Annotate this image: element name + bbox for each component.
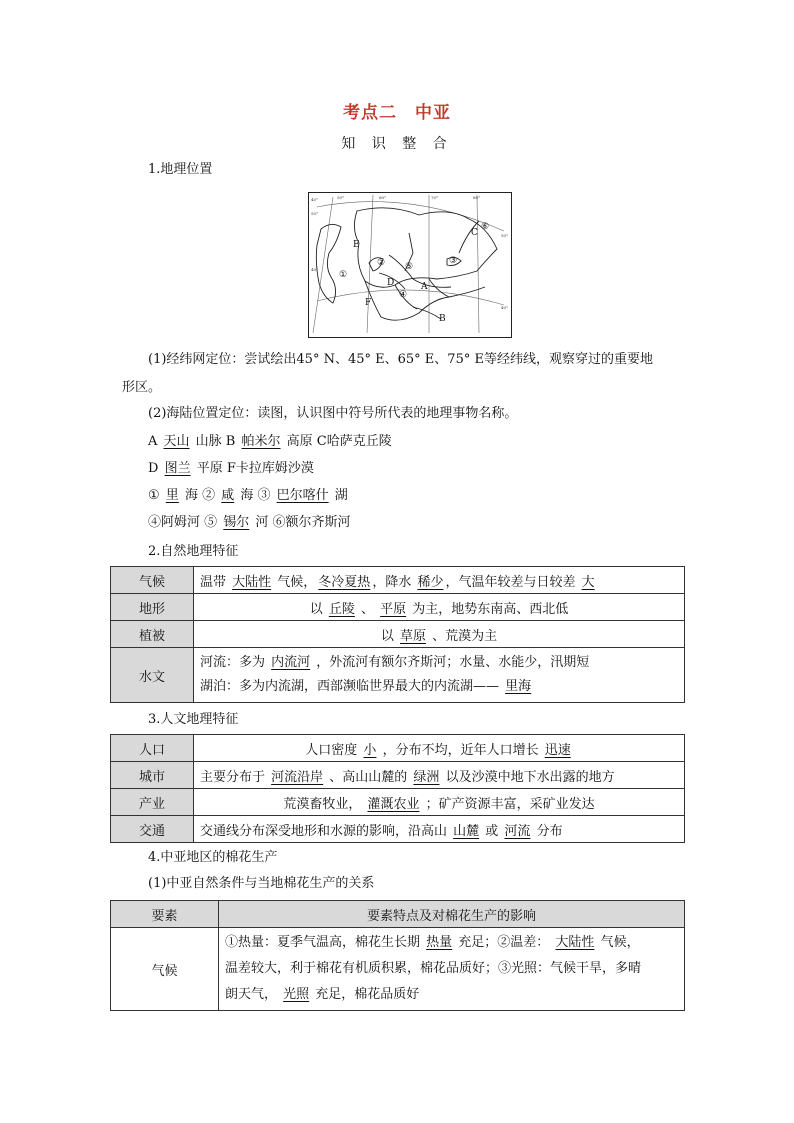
table-row [111, 762, 685, 789]
answer-b: 帕米尔 [241, 434, 281, 449]
text: ，外流河有额尔齐斯河；水量、水能少，汛期短 [312, 655, 590, 670]
map-label-3: ③ [449, 256, 458, 266]
tick-lat50-right: 50° [501, 233, 509, 238]
city-cell [194, 762, 685, 789]
text: ；矿产资源丰富，采矿业发达 [421, 796, 595, 812]
text: ，气温年较差与日较差 [445, 574, 580, 590]
map-label-6: ⑥ [481, 222, 490, 232]
cotton-line-2: 温差较大，利于棉花有机质积累，棉花品质好；③光照：气候干旱，多晴 [225, 961, 642, 976]
text: 以 [309, 601, 327, 617]
map-label-F: F [365, 298, 372, 308]
text: 河流：多为 [200, 655, 270, 670]
answer-row-a [148, 432, 392, 452]
answer: 山麓 [453, 823, 480, 839]
answer-row-1 [148, 486, 348, 506]
section-subtitle: 知 识 整 合 [341, 136, 453, 152]
question-2: (2)海陆位置定位：读图，认识图中符号所代表的地理事物名称。 [148, 406, 518, 421]
header-features: 要素特点及对棉花生产的影响 [219, 901, 685, 928]
row-label-vegetation: 植被 [111, 621, 194, 648]
section-heading-physical: 2.自然地理特征 [148, 544, 239, 559]
text: 湖泊：多为内流湖，西部濒临世界最大的内流湖—— [200, 679, 504, 694]
section-heading-human: 3.人文地理特征 [148, 712, 239, 727]
answer: 大 [581, 574, 595, 590]
label-d: D [148, 461, 163, 476]
text: 气候， [596, 935, 640, 950]
tick-lat50: 50° [311, 211, 319, 216]
answer-a: 天山 [163, 434, 190, 449]
terrain-cell [194, 594, 685, 621]
row-label-transport: 交通 [111, 816, 194, 843]
answer: 里海 [505, 679, 532, 694]
answer: 热量 [426, 935, 453, 950]
table-header-row [111, 901, 685, 928]
label-c: 高原 C哈萨克丘陵 [282, 434, 392, 449]
answer: 大陆性 [555, 935, 595, 950]
answer: 小 [363, 742, 377, 758]
row-label-city: 城市 [111, 762, 194, 789]
section-heading-cotton: 4.中亚地区的棉花生产 [148, 850, 278, 865]
answer: 大陆性 [232, 574, 272, 590]
row-label-hydrology: 水文 [111, 648, 194, 703]
label-lake: 湖 [330, 488, 348, 503]
answer: 冬冷夏热 [318, 574, 371, 590]
tick-lon80: 80° [473, 195, 481, 200]
answer: 平原 [380, 601, 407, 617]
text: ①热量：夏季气温高，棉花生长期 [225, 935, 425, 950]
map-label-2: ② [377, 258, 386, 268]
central-asia-map [308, 192, 512, 338]
table-row [111, 567, 685, 594]
tick-lon70: 70° [431, 195, 439, 200]
header-factor: 要素 [111, 901, 219, 928]
answer: 河流沿岸 [271, 769, 324, 785]
answer-2: 咸 [221, 488, 235, 503]
answer: 草原 [399, 628, 426, 644]
map-label-4: ④ [399, 290, 408, 300]
tick-lon50: 50° [337, 195, 345, 200]
physical-geography-table [110, 566, 685, 703]
climate-cell [194, 567, 685, 594]
answer: 河流 [504, 823, 531, 839]
hydrology-cell [194, 648, 685, 703]
text: 充足；②温差： [454, 935, 554, 950]
text: 荒漠畜牧业， [283, 796, 366, 812]
label-1: ① [148, 488, 164, 503]
label-6: 河 ⑥额尔齐斯河 [251, 515, 351, 530]
answer-3: 巴尔喀什 [276, 488, 329, 503]
answer-5: 锡尔 [223, 515, 250, 530]
industry-cell [194, 789, 685, 816]
rivers-line [200, 651, 678, 675]
text: 充足，棉花品质好 [311, 987, 420, 1002]
lakes-line [200, 675, 678, 699]
question-1-line2: 形区。 [122, 380, 162, 395]
map-label-B: B [439, 314, 446, 324]
answer: 丘陵 [328, 601, 355, 617]
text: 以及沙漠中地下水出露的地方 [441, 769, 615, 785]
label-a: A [148, 434, 162, 449]
tick-lon40: 40° [311, 197, 319, 202]
transport-cell [194, 816, 685, 843]
text: 以 [380, 628, 398, 644]
map-drawing [309, 193, 511, 337]
map-label-E: E [353, 240, 360, 250]
text: 、荒漠为主 [428, 628, 498, 644]
text: 、 [356, 601, 379, 617]
tick-lat40-right: 40° [501, 305, 509, 310]
row-label-population: 人口 [111, 735, 194, 762]
tick-lon60: 60° [379, 195, 387, 200]
table-row [111, 735, 685, 762]
cotton-subheading: (1)中亚自然条件与当地棉花生产的关系 [148, 876, 375, 891]
answer: 稀少 [417, 574, 444, 590]
map-label-C: C [471, 228, 478, 238]
answer: 灌溉农业 [367, 796, 420, 812]
population-cell [194, 735, 685, 762]
label-4-5: ④阿姆河 ⑤ [148, 515, 222, 530]
answer: 光照 [283, 987, 310, 1002]
text: 或 [481, 823, 503, 839]
text: 分布 [532, 823, 563, 839]
row-label-terrain: 地形 [111, 594, 194, 621]
cotton-line-3 [225, 982, 678, 1008]
answer-row-4 [148, 513, 351, 533]
table-row [111, 648, 685, 703]
text: ，降水 [372, 574, 416, 590]
table-row [111, 621, 685, 648]
cotton-climate-cell [219, 928, 685, 1011]
text: 交通线分布深受地形和水源的影响，沿高山 [200, 823, 452, 839]
cotton-table [110, 900, 685, 1011]
tick-lat40: 40° [311, 267, 319, 272]
text: 温带 [200, 574, 231, 590]
text: 朗天气， [225, 987, 282, 1002]
answer: 绿洲 [413, 769, 440, 785]
answer-1: 里 [165, 488, 179, 503]
map-label-5: ⑤ [405, 262, 414, 272]
label-f: 平原 F卡拉库姆沙漠 [192, 461, 314, 476]
text: 主要分布于 [200, 769, 270, 785]
section-heading-location: 1.地理位置 [148, 162, 213, 177]
table-row [111, 816, 685, 843]
vegetation-cell [194, 621, 685, 648]
text: 为主，地势东南高、西北低 [408, 601, 569, 617]
text: 人口密度 [305, 742, 362, 758]
table-row [111, 928, 685, 1011]
text: ，分布不均，近年人口增长 [378, 742, 543, 758]
map-label-1: ① [339, 270, 348, 280]
table-row [111, 594, 685, 621]
text: 气候， [273, 574, 317, 590]
label-2: 海 ② [180, 488, 220, 503]
row-label-climate: 气候 [111, 567, 194, 594]
label-3: 海 ③ [236, 488, 275, 503]
map-label-A: A [421, 282, 428, 292]
question-1-line1: (1)经纬网定位：尝试绘出45° N、45° E、65° E、75° E等经纬线，观察穿过的重要地 [148, 352, 653, 367]
answer-d: 图兰 [164, 461, 191, 476]
answer-row-d [148, 459, 314, 479]
row-label-industry: 产业 [111, 789, 194, 816]
row-label-climate-cotton: 气候 [111, 928, 219, 1011]
cotton-line-1 [225, 930, 678, 956]
table-row [111, 789, 685, 816]
human-geography-table [110, 734, 685, 843]
answer: 迅速 [544, 742, 571, 758]
map-label-D: D [387, 278, 395, 288]
label-b: 山脉 B [191, 434, 240, 449]
page-title: 考点二 中亚 [343, 103, 451, 123]
answer: 内流河 [271, 655, 311, 670]
text: 、高山山麓的 [325, 769, 412, 785]
